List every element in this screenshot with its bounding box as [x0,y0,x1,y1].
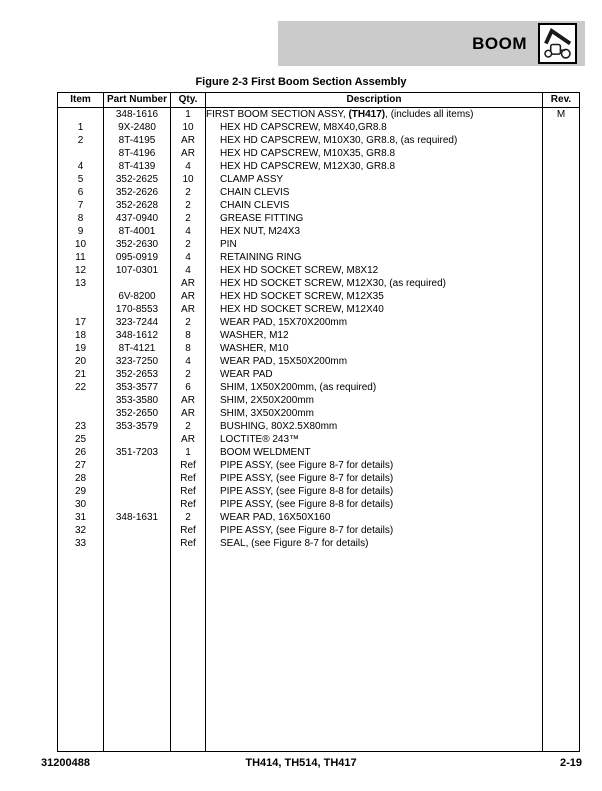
cell-rev [543,368,580,381]
cell-description: PIPE ASSY, (see Figure 8-7 for details) [206,459,543,472]
cell-part-number: 437-0940 [104,212,171,225]
cell-qty: AR [171,394,206,407]
cell-qty: AR [171,290,206,303]
table-row [58,134,580,147]
cell-rev [543,329,580,342]
cell-item: 11 [58,251,104,264]
cell-rev: M [543,108,580,122]
cell-part-number: 107-0301 [104,264,171,277]
cell-item: 20 [58,355,104,368]
cell-rev [543,212,580,225]
cell-description: SHIM, 3X50X200mm [206,407,543,420]
cell-description: SHIM, 1X50X200mm, (as required) [206,381,543,394]
table-row [58,472,580,485]
cell-description: SEAL, (see Figure 8-7 for details) [206,537,543,550]
cell-item [58,303,104,316]
table-row [58,407,580,420]
table-row [58,238,580,251]
cell-qty: 2 [171,511,206,524]
cell-qty: 2 [171,212,206,225]
section-tab-label: BOOM [472,33,527,53]
table-row [58,316,580,329]
cell-part-number: 323-7250 [104,355,171,368]
table-row [58,303,580,316]
cell-qty: 2 [171,199,206,212]
cell-item: 12 [58,264,104,277]
cell-part-number [104,498,171,511]
cell-description: BOOM WELDMENT [206,446,543,459]
cell-part-number: 348-1631 [104,511,171,524]
cell-qty: Ref [171,485,206,498]
cell-item: 7 [58,199,104,212]
cell-qty: 2 [171,316,206,329]
cell-part-number: 352-2653 [104,368,171,381]
cell-part-number: 351-7203 [104,446,171,459]
cell-part-number: 170-8553 [104,303,171,316]
cell-part-number [104,485,171,498]
cell-rev [543,407,580,420]
cell-qty: 8 [171,342,206,355]
cell-part-number [104,524,171,537]
cell-qty: 4 [171,160,206,173]
cell-description: RETAINING RING [206,251,543,264]
cell-qty: 2 [171,420,206,433]
table-row [58,121,580,134]
cell-item: 30 [58,498,104,511]
table-row [58,173,580,186]
cell-rev [543,485,580,498]
table-row [58,381,580,394]
cell-qty: Ref [171,472,206,485]
cell-item [58,290,104,303]
table-row [58,537,580,550]
figure-title: Figure 2-3 First Boom Section Assembly [195,76,407,88]
cell-rev [543,225,580,238]
cell-qty: Ref [171,537,206,550]
table-row [58,498,580,511]
cell-rev [543,264,580,277]
cell-item: 25 [58,433,104,446]
cell-part-number: 353-3577 [104,381,171,394]
cell-part-number: 348-1616 [104,108,171,122]
cell-item: 13 [58,277,104,290]
cell-qty: AR [171,303,206,316]
cell-part-number: 352-2625 [104,173,171,186]
cell-qty: 1 [171,108,206,122]
cell-rev [543,433,580,446]
cell-item: 23 [58,420,104,433]
section-tab [278,21,585,66]
cell-item: 31 [58,511,104,524]
cell-rev [543,342,580,355]
cell-part-number: 353-3579 [104,420,171,433]
cell-rev [543,277,580,290]
cell-description: CLAMP ASSY [206,173,543,186]
cell-rev [543,498,580,511]
cell-rev [543,186,580,199]
cell-description: WASHER, M12 [206,329,543,342]
cell-description: CHAIN CLEVIS [206,199,543,212]
cell-description: PIPE ASSY, (see Figure 8-7 for details) [206,524,543,537]
cell-part-number: 352-2626 [104,186,171,199]
cell-item: 22 [58,381,104,394]
cell-part-number: 348-1612 [104,329,171,342]
cell-rev [543,511,580,524]
cell-description: HEX HD CAPSCREW, M12X30, GR8.8 [206,160,543,173]
cell-part-number: 8T-4196 [104,147,171,160]
cell-part-number [104,472,171,485]
cell-item: 1 [58,121,104,134]
table-filler-row [58,550,580,751]
cell-item: 6 [58,186,104,199]
table-row [58,420,580,433]
table-row [58,160,580,173]
cell-item: 27 [58,459,104,472]
filler-cell [58,550,104,751]
cell-item: 18 [58,329,104,342]
cell-part-number: 8T-4001 [104,225,171,238]
cell-description: HEX HD SOCKET SCREW, M12X40 [206,303,543,316]
cell-qty: 4 [171,225,206,238]
cell-description: PIPE ASSY, (see Figure 8-8 for details) [206,485,543,498]
cell-item: 4 [58,160,104,173]
cell-item: 19 [58,342,104,355]
cell-part-number [104,459,171,472]
cell-rev [543,524,580,537]
column-header-part-number: Part Number [104,93,171,108]
cell-part-number: 9X-2480 [104,121,171,134]
table-row [58,368,580,381]
cell-description: PIPE ASSY, (see Figure 8-8 for details) [206,498,543,511]
cell-rev [543,537,580,550]
cell-part-number [104,277,171,290]
cell-item: 10 [58,238,104,251]
table-row [58,186,580,199]
cell-qty: Ref [171,459,206,472]
cell-rev [543,134,580,147]
table-row [58,511,580,524]
cell-item: 29 [58,485,104,498]
cell-qty: AR [171,433,206,446]
parts-table [57,92,580,752]
cell-part-number: 095-0919 [104,251,171,264]
table-row [58,147,580,160]
cell-qty: AR [171,277,206,290]
cell-description: HEX HD CAPSCREW, M10X30, GR8.8, (as required) [206,134,543,147]
cell-qty: 2 [171,238,206,251]
table-row [58,524,580,537]
cell-rev [543,316,580,329]
table-header-row [58,93,580,108]
table-row [58,108,580,122]
cell-part-number: 6V-8200 [104,290,171,303]
cell-rev [543,303,580,316]
table-row [58,251,580,264]
cell-item: 26 [58,446,104,459]
cell-qty: Ref [171,524,206,537]
cell-rev [543,459,580,472]
cell-qty: AR [171,407,206,420]
cell-qty: 2 [171,368,206,381]
cell-description: HEX HD SOCKET SCREW, M12X30, (as required) [206,277,543,290]
cell-item: 8 [58,212,104,225]
cell-description: HEX HD CAPSCREW, M10X35, GR8.8 [206,147,543,160]
cell-qty: 6 [171,381,206,394]
column-header-qty: Qty. [171,93,206,108]
cell-description: SHIM, 2X50X200mm [206,394,543,407]
cell-qty: Ref [171,498,206,511]
table-row [58,459,580,472]
cell-description: HEX HD SOCKET SCREW, M8X12 [206,264,543,277]
cell-description: CHAIN CLEVIS [206,186,543,199]
cell-qty: 10 [171,173,206,186]
cell-description: FIRST BOOM SECTION ASSY, (TH417), (includes all items) [206,108,543,122]
cell-part-number: 8T-4139 [104,160,171,173]
telehandler-icon [538,23,577,64]
cell-description: HEX HD CAPSCREW, M8X40,GR8.8 [206,121,543,134]
cell-part-number: 352-2628 [104,199,171,212]
filler-cell [171,550,206,751]
cell-description: LOCTITE® 243™ [206,433,543,446]
cell-part-number [104,537,171,550]
cell-qty: 4 [171,355,206,368]
cell-part-number: 8T-4195 [104,134,171,147]
cell-description: PIN [206,238,543,251]
footer-page-number: 2-19 [559,757,582,769]
cell-qty: AR [171,134,206,147]
cell-part-number: 353-3580 [104,394,171,407]
cell-part-number [104,433,171,446]
cell-qty: 4 [171,264,206,277]
cell-rev [543,199,580,212]
cell-item: 9 [58,225,104,238]
cell-item: 5 [58,173,104,186]
table-row [58,225,580,238]
cell-item: 17 [58,316,104,329]
cell-qty: 1 [171,446,206,459]
cell-qty: 4 [171,251,206,264]
cell-qty: 8 [171,329,206,342]
filler-cell [543,550,580,751]
cell-rev [543,160,580,173]
cell-rev [543,472,580,485]
filler-cell [206,550,543,751]
cell-description: GREASE FITTING [206,212,543,225]
cell-part-number: 352-2650 [104,407,171,420]
cell-rev [543,251,580,264]
cell-rev [543,381,580,394]
cell-qty: AR [171,147,206,160]
cell-description: WEAR PAD, 16X50X160 [206,511,543,524]
table-row [58,199,580,212]
cell-description: BUSHING, 80X2.5X80mm [206,420,543,433]
cell-item: 2 [58,134,104,147]
cell-description: WASHER, M10 [206,342,543,355]
cell-description: WEAR PAD, 15X50X200mm [206,355,543,368]
table-row [58,329,580,342]
footer-model-numbers: TH414, TH514, TH417 [245,757,357,769]
cell-description: HEX NUT, M24X3 [206,225,543,238]
table-row [58,277,580,290]
cell-qty: 2 [171,186,206,199]
cell-description: HEX HD SOCKET SCREW, M12X35 [206,290,543,303]
cell-item: 21 [58,368,104,381]
cell-item [58,407,104,420]
table-row [58,342,580,355]
filler-cell [104,550,171,751]
cell-part-number: 8T-4121 [104,342,171,355]
cell-description: PIPE ASSY, (see Figure 8-7 for details) [206,472,543,485]
column-header-description: Description [206,93,543,108]
cell-rev [543,121,580,134]
cell-item [58,108,104,122]
cell-item: 32 [58,524,104,537]
column-header-rev: Rev. [543,93,580,108]
table-row [58,433,580,446]
table-row [58,290,580,303]
cell-description: WEAR PAD, 15X70X200mm [206,316,543,329]
cell-item [58,147,104,160]
cell-part-number: 323-7244 [104,316,171,329]
cell-qty: 10 [171,121,206,134]
table-row [58,355,580,368]
cell-rev [543,446,580,459]
table-row [58,264,580,277]
cell-item [58,394,104,407]
cell-item: 33 [58,537,104,550]
column-header-item: Item [58,93,104,108]
cell-rev [543,290,580,303]
table-row [58,446,580,459]
cell-rev [543,394,580,407]
cell-rev [543,238,580,251]
cell-rev [543,420,580,433]
cell-rev [543,147,580,160]
table-row [58,212,580,225]
cell-rev [543,173,580,186]
cell-description: WEAR PAD [206,368,543,381]
table-row [58,485,580,498]
table-row [58,394,580,407]
cell-part-number: 352-2630 [104,238,171,251]
table-body [58,108,580,752]
cell-rev [543,355,580,368]
footer-document-number: 31200488 [41,757,90,769]
cell-item: 28 [58,472,104,485]
